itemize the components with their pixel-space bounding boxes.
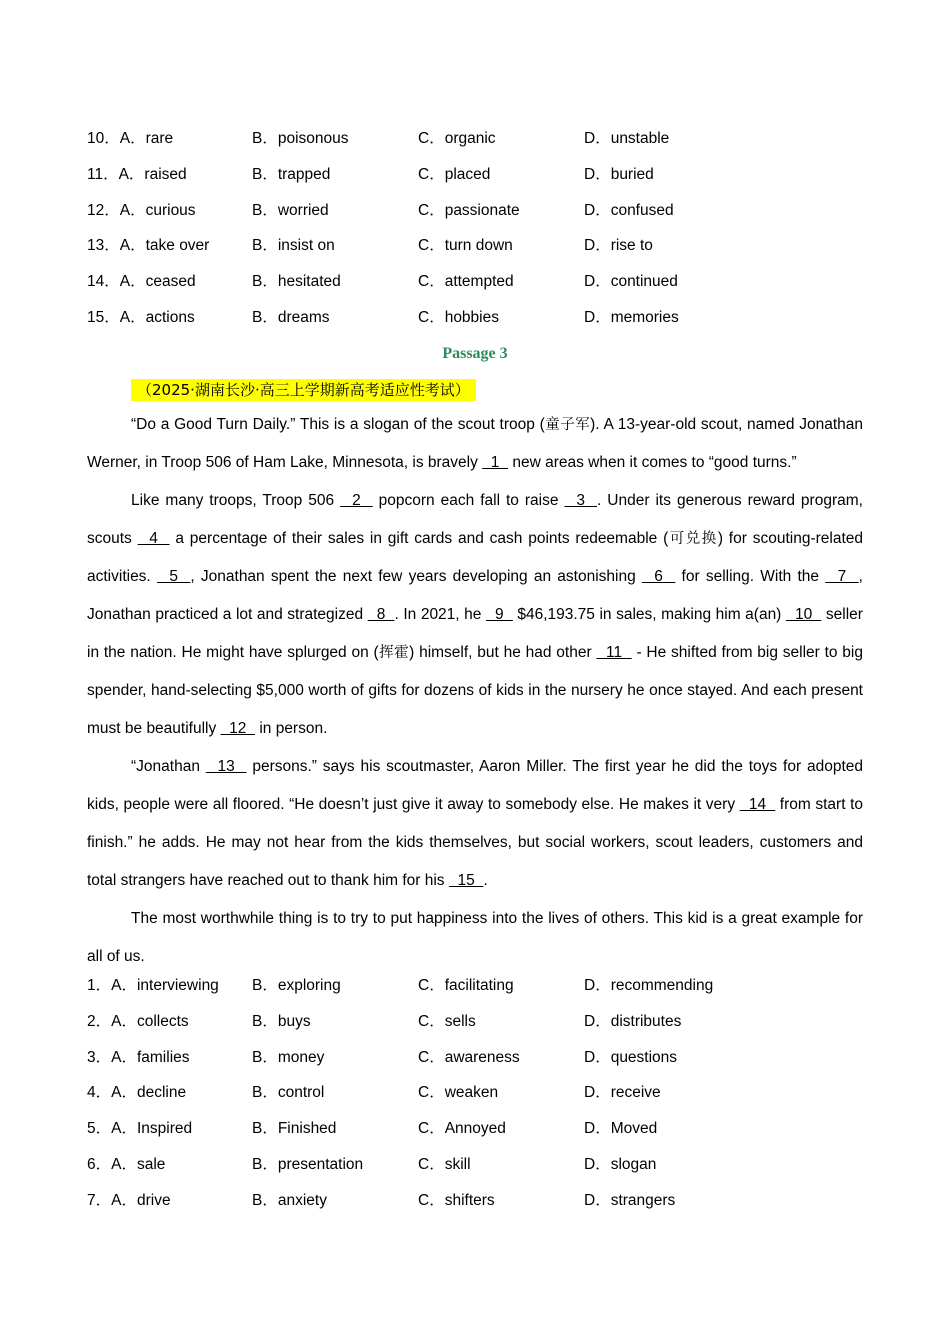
option-c: C．turn down [418,237,513,255]
blank-2: 2 [340,492,373,509]
option-c: C．weaken [418,1084,499,1102]
option-c: C．Annoyed [418,1120,506,1138]
question-row [87,1075,867,1111]
paragraph-4: The most worthwhile thing is to try to put happiness into the lives of others. This kid is a great example for all of us. [87,910,863,965]
text: $46,193.75 in sales, making him a(an) [512,606,786,623]
option-c: C．facilitating [418,977,514,994]
blank-1: 1 [482,454,509,471]
option-c: C．passionate [418,201,520,219]
option-c: C．sells [418,1012,476,1030]
question-number-and-option-a: 2．A．collects [87,1012,189,1030]
text: from start to finish.” he adds. He may not hear from the kids themselves, but social workers, scout leaders, customers and total strangers have reached out to thank him for his [87,796,864,889]
chinese-gloss: 童子军 [544,417,591,433]
text: ). A 13-year-old scout, named Jonathan Werner, in Troop 506 of Ham Lake, Minnesota, is bravely [87,416,863,471]
question-row [87,264,867,300]
text: a percentage of their sales in gift cards and cash points redeemable ( [169,530,669,547]
option-c: C．skill [418,1155,471,1173]
option-d: D．continued [584,273,678,291]
paragraph-1 [87,406,863,482]
option-d: D．buried [584,165,654,183]
option-b: B．hesitated [252,273,341,291]
blank-14: 14 [739,796,776,813]
question-number-and-option-a: 11．A．raised [87,165,187,183]
question-row [87,157,867,193]
blank-10: 10 [785,606,822,623]
question-number-and-option-a: 6．A．sale [87,1155,166,1173]
text: . [483,872,488,889]
option-d: D．rise to [584,237,653,255]
paragraph-3 [87,748,863,900]
text: ) for scouting-related activities. [87,530,864,585]
option-c: C．placed [418,165,491,183]
question-number-and-option-a: 5．A．Inspired [87,1120,193,1138]
question-row [87,1183,867,1219]
option-d: D．distributes [584,1012,682,1030]
question-row [87,1111,867,1147]
option-b: B．anxiety [252,1191,327,1209]
blank-3: 3 [564,492,597,509]
blank-12: 12 [220,720,256,737]
blank-5: 5 [156,568,191,585]
text: in person. [255,720,328,737]
option-b: B．presentation [252,1155,364,1173]
option-c: C．shifters [418,1191,495,1209]
blank-11: 11 [596,644,632,661]
source-label: （2025·湖南长沙·高三上学期新高考适应性考试） [131,379,476,401]
blank-15: 15 [448,872,484,889]
text: Like many troops, Troop 506 [131,492,341,509]
text: - He shifted from big seller to big spender, hand-selecting $5,000 worth of gifts for dozens of kids in the nursery he once stayed. And each present must be beautifully [87,644,863,737]
question-row [87,968,867,1004]
question-number-and-option-a: 1．A．interviewing [87,977,219,994]
question-number-and-option-a: 10．A．rare [87,130,174,147]
question-row [87,121,867,157]
option-b: B．poisonous [252,130,349,147]
passage-body [87,406,863,976]
text: ) himself, but he had other [409,644,597,661]
paragraph-2 [87,482,863,748]
option-b: B．dreams [252,308,330,326]
text: “Jonathan [131,758,206,775]
text: for selling. With the [675,568,826,585]
blank-7: 7 [825,568,859,585]
bottom-question-list [87,968,867,1219]
top-question-list [87,121,867,336]
option-d: D．Moved [584,1120,658,1138]
option-b: B．trapped [252,165,331,183]
question-number-and-option-a: 14．A．ceased [87,273,196,291]
text: , Jonathan spent the next few years developing an astonishing [190,568,642,585]
question-number-and-option-a: 7．A．drive [87,1191,171,1209]
option-c: C．hobbies [418,308,499,326]
text: popcorn each fall to raise [372,492,565,509]
question-number-and-option-a: 3．A．families [87,1048,190,1066]
option-b: B．Finished [252,1120,337,1138]
option-b: B．money [252,1048,325,1066]
question-row [87,193,867,229]
option-b: B．insist on [252,237,335,255]
blank-8: 8 [367,606,395,623]
option-c: C．organic [418,130,496,147]
chinese-gloss: 挥霍 [378,645,410,661]
question-number-and-option-a: 15．A．actions [87,308,195,326]
blank-4: 4 [137,530,170,547]
blank-13: 13 [205,758,247,775]
question-row [87,300,867,336]
option-d: D．recommending [584,977,714,994]
text: “Do a Good Turn Daily.” This is a slogan of the scout troop ( [131,416,545,433]
passage-title: Passage 3 [442,345,508,362]
option-d: D．confused [584,201,674,219]
question-row [87,1004,867,1040]
option-d: D．unstable [584,130,670,147]
option-b: B．exploring [252,977,341,994]
text: , Jonathan practiced a lot and strategized [87,568,863,623]
option-d: D．receive [584,1084,661,1102]
text: . In 2021, he [394,606,486,623]
question-number-and-option-a: 13．A．take over [87,237,210,255]
question-row [87,1040,867,1076]
question-number-and-option-a: 12．A．curious [87,201,196,219]
text: seller in the nation. He might have splurged on ( [87,606,863,661]
question-number-and-option-a: 4．A．decline [87,1084,187,1102]
text: . Under its generous reward program, scouts [87,492,863,547]
text: persons.” says his scoutmaster, Aaron Miller. The first year he did the toys for adopted kids, people were all floored. “He doesn’t just give it away to somebody else. He makes it very [87,758,864,813]
blank-6: 6 [641,568,676,585]
question-row [87,1147,867,1183]
text: new areas when it comes to “good turns.” [508,454,797,471]
question-row [87,228,867,264]
option-b: B．buys [252,1012,311,1030]
option-d: D．memories [584,308,679,326]
option-b: B．worried [252,201,329,219]
option-c: C．attempted [418,273,514,291]
option-b: B．control [252,1084,325,1102]
blank-9: 9 [485,606,513,623]
option-d: D．questions [584,1048,678,1066]
option-d: D．strangers [584,1191,676,1209]
chinese-gloss: 可兑换 [668,531,718,547]
option-d: D．slogan [584,1155,657,1173]
option-c: C．awareness [418,1048,520,1066]
